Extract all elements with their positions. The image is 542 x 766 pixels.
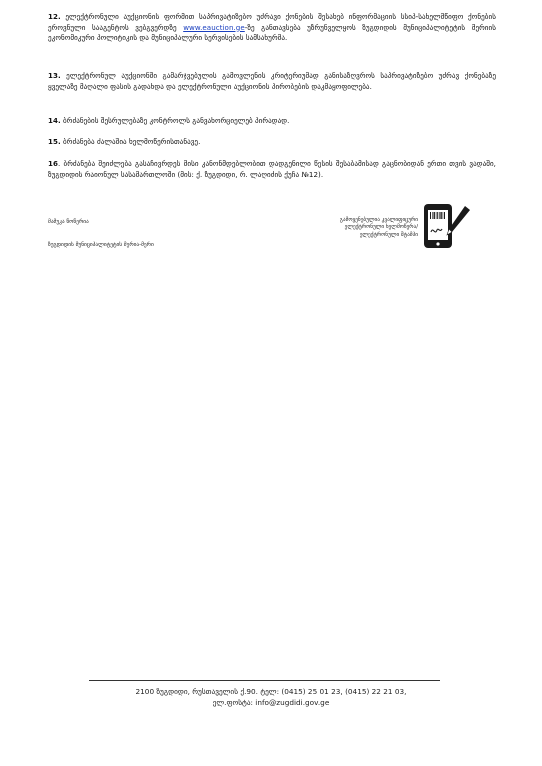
paragraph-13 [48, 71, 496, 92]
paragraph-text: ელექტრონულ აუქციონში გამარჯვებულის გამოვლენის კრიტერიუმად განისაზღვროს საპრივატიზებო უძრავ ქონებაზე ყველაზე მაღალი ფასის გადახდა და ელექტრონული აუქციონის პირობების დაკმაყოფილება. [48, 71, 496, 91]
stamp-line-3: ელექტრონული შტამპი [359, 231, 418, 238]
paragraph-text: ელექტრონული აუქციონის ფორმით საპრივატიზებო უძრავი ქონების შესახებ ინფორმაციის სსიპ-სახელმწიფო ქონების ეროვნული სააგენტოს ვებგვერდზე [48, 12, 496, 32]
paragraph-number: 16 [48, 159, 58, 168]
paragraph-text: . ბრძანება შეიძლება გასაჩივრდეს მისი კანონმდებლობით დადგენილი წესის შესაბამისად გაცნობიდან ერთი თვის ვადაში, ზუგდიდის რაიონულ სასამართლოში (მის: ქ. ზუგდიდი, რ. ლაღიძის ქუჩა №12). [48, 159, 496, 179]
eauction-link[interactable]: www.eauction.ge [183, 22, 245, 32]
stamp-line-2: ელექტრონული ხელმოწერა/ [344, 224, 418, 231]
stamp-line-1: გამოყენებულია კვალიფიცური [339, 217, 418, 223]
paragraph-number: 14. [48, 116, 61, 125]
paragraph-text: ბრძანების შესრულებაზე კონტროლს განვახორციელებ პირადად. [63, 116, 290, 125]
signatory-title: ზუგდიდის მუნიციპალიტეტის მერია-მერი [48, 242, 154, 248]
footer-divider [89, 680, 440, 681]
electronic-signature-note [294, 217, 418, 239]
paragraph-number: 15. [48, 137, 61, 146]
tablet-signature-icon [421, 202, 473, 250]
paragraph-12 [48, 12, 496, 44]
paragraph-number: 12. [48, 12, 61, 21]
paragraph-text: -ზე განთავსება უზრუნველყოს ზუგდიდის მუნიციპალიტეტის მერიის ეკონომიკური პოლიტიკის და მუნიციპალური სერვისების სამსახურმა. [48, 22, 497, 43]
footer-address [60, 686, 482, 708]
paragraph-number: 13. [48, 71, 61, 80]
footer-address-line: 2100 ზუგდიდი, რუსთაველის ქ.90. ტელ: (0415) 25 01 23, (0415) 22 21 03, [135, 687, 407, 696]
paragraph-14 [48, 116, 496, 127]
signatory-name: მამუკა წოწერია [48, 219, 89, 225]
paragraph-16 [48, 159, 496, 180]
footer-email-line: ელ.ფოსტა: info@zugdidi.gov.ge [212, 698, 330, 707]
paragraph-text: ბრძანება ძალაშია ხელმოწერისთანავე. [63, 137, 201, 146]
paragraph-15 [48, 137, 496, 148]
